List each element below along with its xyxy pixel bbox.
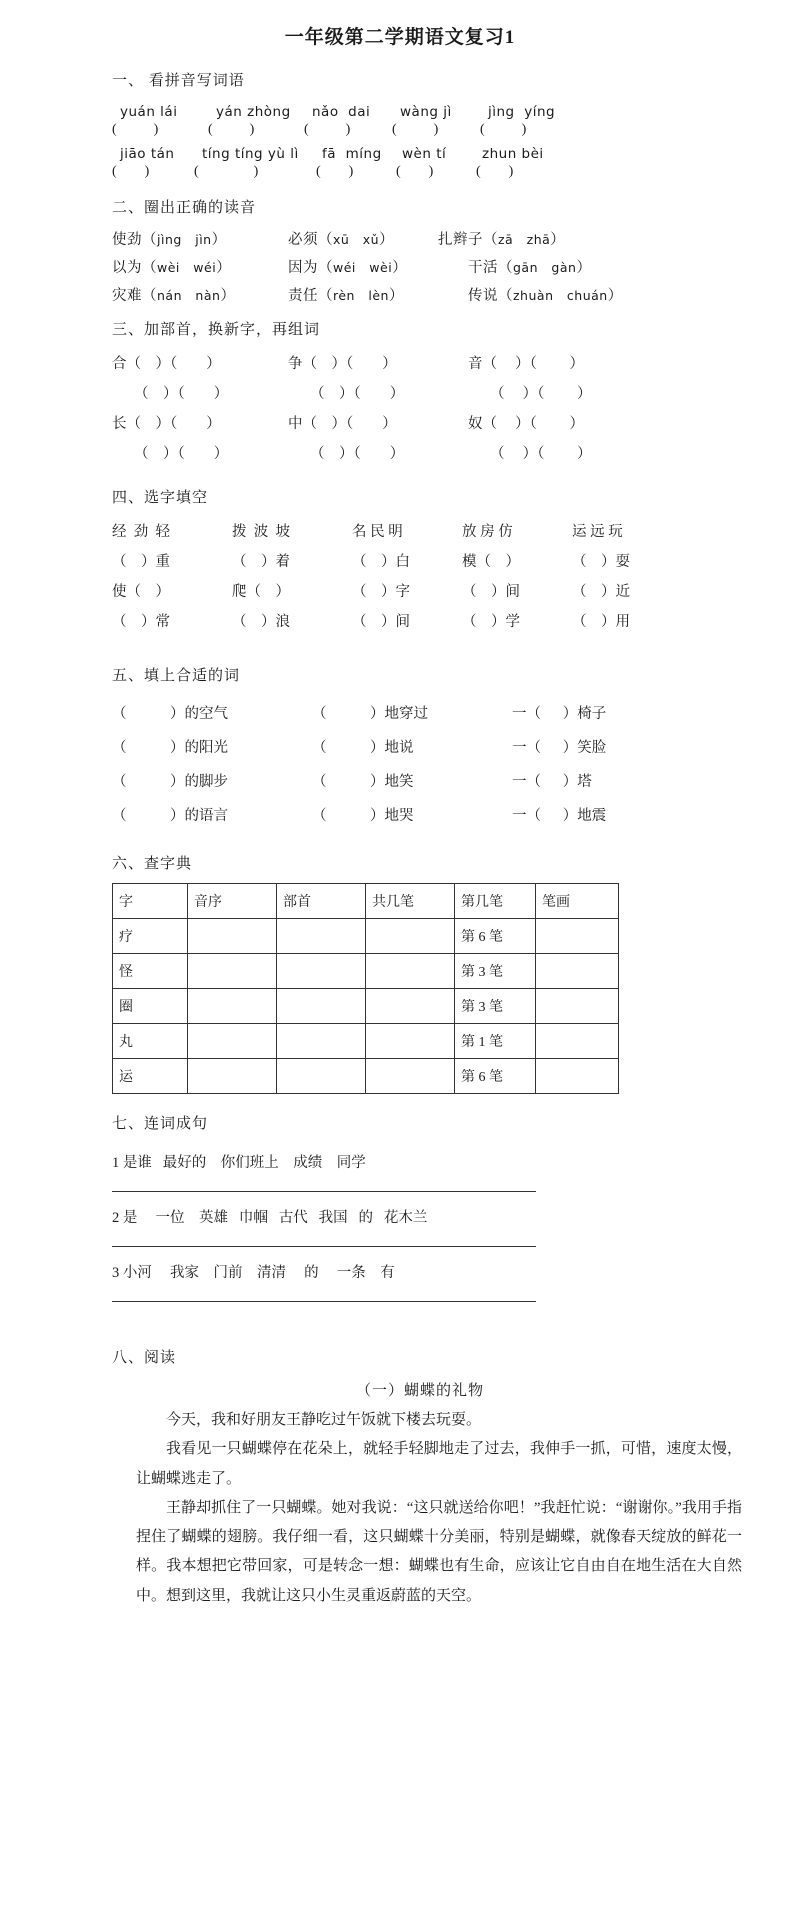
- choice-blank[interactable]: （ ）间: [352, 614, 410, 630]
- cell-character: 怪: [113, 954, 188, 989]
- pinyin-choices[interactable]: wèi wéi: [157, 260, 217, 275]
- exercise-cell[interactable]: （ ）（ ）: [134, 446, 229, 462]
- reading-passage-title: （一）蝴蝶的礼物: [355, 1383, 484, 1399]
- close-paren: ）: [211, 232, 227, 248]
- pinyin-choices[interactable]: wéi wèi: [333, 260, 393, 275]
- paragraph: 王静却抓住了一只蝴蝶。她对我说：“这只就送给你吧！”我赶忙说：“谢谢你。”我用手指捏住了蝴蝶的翅膀。我仔细一看，这只蝴蝶十分美丽，特别是蝴蝶，就像春天绽放的鲜花一样。我本想把它带回家，可是转念一想：蝴蝶也有生命，应该让它自由自在地生活在大自然中。想到这里，我就让这只小生灵重返蔚蓝的天空。: [136, 1499, 742, 1604]
- close-paren: ）: [220, 288, 236, 304]
- fill-blank[interactable]: （ ）的语言: [112, 808, 228, 824]
- pinyin-choices[interactable]: jìng jìn: [157, 232, 212, 247]
- exercise-cell[interactable]: 奴（ ）（ ）: [468, 416, 584, 432]
- answer-bracket[interactable]: ( ): [396, 164, 435, 179]
- pinyin-cell: wàng jì: [400, 104, 452, 120]
- pronunciation-item[interactable]: [288, 228, 438, 249]
- section-heading-3: 三、加部首，换新字，再组词: [112, 322, 321, 338]
- choice-blank[interactable]: （ ）字: [352, 584, 410, 600]
- column-header-stroke: 笔画: [536, 884, 619, 919]
- table-row[interactable]: [113, 919, 619, 954]
- sentence-words: 1 是谁 最好的 你们班上 成绩 同学: [112, 1155, 366, 1171]
- choice-blank[interactable]: （ ）用: [572, 614, 630, 630]
- cell-radical[interactable]: [277, 989, 366, 1024]
- close-paren: ）: [576, 260, 592, 276]
- pronunciation-row[interactable]: [0, 284, 800, 305]
- fill-blank[interactable]: （ ）的空气: [112, 706, 228, 722]
- choice-group: 放 房 仿: [462, 524, 513, 540]
- cell-which-stroke: 第 6 笔: [455, 1059, 536, 1094]
- pinyin-cell: nǎo dai: [312, 104, 371, 120]
- answer-bracket-row[interactable]: [0, 122, 800, 138]
- answer-line[interactable]: [112, 1245, 536, 1247]
- cell-radical[interactable]: [277, 1024, 366, 1059]
- pinyin-cell: jiāo tán: [120, 146, 175, 162]
- choice-blank[interactable]: （ ）浪: [232, 614, 290, 630]
- pronunciation-item[interactable]: [288, 256, 468, 277]
- pinyin-choices[interactable]: xū xǔ: [333, 232, 380, 247]
- cell-which-stroke: 第 1 笔: [455, 1024, 536, 1059]
- section-heading-5: 五、填上合适的词: [112, 668, 241, 684]
- fill-row[interactable]: [112, 736, 800, 757]
- column-header-phonetic-order: 音序: [188, 884, 277, 919]
- pinyin-cell: zhun bèi: [482, 146, 544, 162]
- section-heading-1: 一、 看拼音写词语: [112, 73, 245, 89]
- answer-bracket[interactable]: ( ): [476, 164, 515, 179]
- fill-blank[interactable]: （ ）地说: [312, 740, 414, 756]
- close-paren: ）: [379, 232, 395, 248]
- fill-blank[interactable]: （ ）的脚步: [112, 774, 228, 790]
- table-header-row: [113, 884, 619, 919]
- close-paren: ）: [550, 232, 566, 248]
- answer-bracket[interactable]: ( ): [194, 164, 260, 179]
- close-paren: ）: [216, 260, 232, 276]
- exercise-cell[interactable]: （ ）（ ）: [490, 386, 592, 402]
- paragraph: 我看见一只蝴蝶停在花朵上，就轻手轻脚地走了过去，我伸手一抓，可惜，速度太慢，让蝴蝶逃走了。: [136, 1441, 742, 1487]
- reading-passage: [0, 1406, 800, 1611]
- choice-row[interactable]: [112, 580, 800, 601]
- cell-phonetic-order[interactable]: [188, 1024, 277, 1059]
- exercise-cell[interactable]: （ ）（ ）: [134, 386, 229, 402]
- choice-group: 经 劲 轻: [112, 524, 170, 540]
- word-label: 以为（: [112, 260, 157, 276]
- cell-stroke[interactable]: [536, 1024, 619, 1059]
- exercise-cell[interactable]: 合（ ）（ ）: [112, 356, 221, 372]
- fill-blank[interactable]: （ ）地哭: [312, 808, 414, 824]
- cell-stroke-count[interactable]: [366, 919, 455, 954]
- pinyin-choices[interactable]: zhuàn chuán: [513, 288, 608, 303]
- column-header-character: 字: [113, 884, 188, 919]
- choice-group: 运 远 玩: [572, 524, 623, 540]
- word-fill-exercise: [0, 702, 800, 825]
- word-label: 必须（: [288, 232, 333, 248]
- pronunciation-item[interactable]: [438, 228, 618, 249]
- choice-blank[interactable]: （ ）常: [112, 614, 170, 630]
- answer-bracket[interactable]: ( ): [208, 122, 256, 137]
- answer-bracket[interactable]: ( ): [392, 122, 440, 137]
- exercise-cell[interactable]: （ ）（ ）: [490, 446, 592, 462]
- cell-stroke-count[interactable]: [366, 1059, 455, 1094]
- exercise-cell[interactable]: （ ）（ ）: [310, 446, 405, 462]
- word-label: 使劲（: [112, 232, 157, 248]
- word-label: 责任（: [288, 288, 333, 304]
- sentence-ordering-exercise: [0, 1151, 800, 1302]
- exercise-row[interactable]: [112, 382, 800, 403]
- fill-blank[interactable]: 一（ ）塔: [512, 774, 592, 790]
- fill-blank[interactable]: （ ）地穿过: [312, 706, 428, 722]
- pinyin-cell: jìng yíng: [488, 104, 556, 120]
- table-row[interactable]: [113, 1024, 619, 1059]
- close-paren: ）: [392, 260, 408, 276]
- table-row[interactable]: [113, 954, 619, 989]
- choice-blank[interactable]: （ ）重: [112, 554, 170, 570]
- fill-blank[interactable]: 一（ ）笑脸: [512, 740, 607, 756]
- section-heading-4: 四、选字填空: [112, 490, 209, 506]
- word-label: 传说（: [468, 288, 513, 304]
- fill-blank[interactable]: （ ）地笑: [312, 774, 414, 790]
- exercise-cell[interactable]: （ ）（ ）: [310, 386, 405, 402]
- pinyin-row: [0, 104, 800, 120]
- fill-blank[interactable]: （ ）的阳光: [112, 740, 228, 756]
- table-row[interactable]: [113, 989, 619, 1024]
- cell-stroke-count[interactable]: [366, 954, 455, 989]
- pronunciation-item[interactable]: [468, 256, 648, 277]
- answer-line[interactable]: [112, 1300, 536, 1302]
- pinyin-cell: fā míng: [322, 146, 382, 162]
- pinyin-choices[interactable]: rèn lèn: [333, 288, 389, 303]
- cell-radical[interactable]: [277, 919, 366, 954]
- cell-which-stroke: 第 3 笔: [455, 954, 536, 989]
- cell-phonetic-order[interactable]: [188, 989, 277, 1024]
- answer-line[interactable]: [112, 1190, 536, 1192]
- column-header-radical: 部首: [277, 884, 366, 919]
- cell-phonetic-order[interactable]: [188, 1059, 277, 1094]
- cell-phonetic-order[interactable]: [188, 954, 277, 989]
- cell-character: 丸: [113, 1024, 188, 1059]
- word-label: 干活（: [468, 260, 513, 276]
- page-title: 一年级第二学期语文复习1: [284, 27, 516, 48]
- choice-header-row: [112, 520, 800, 541]
- pinyin-cell: wèn tí: [402, 146, 447, 162]
- cell-stroke[interactable]: [536, 919, 619, 954]
- pronunciation-item[interactable]: [288, 284, 468, 305]
- pinyin-cell: yuán lái: [120, 104, 178, 120]
- choice-row[interactable]: [112, 550, 800, 571]
- pronunciation-item[interactable]: [112, 228, 288, 249]
- answer-bracket-row[interactable]: [0, 164, 800, 180]
- column-header-stroke-count: 共几笔: [366, 884, 455, 919]
- pronunciation-exercise: [0, 228, 800, 305]
- choice-blank[interactable]: （ ）白: [352, 554, 410, 570]
- choice-group: 拨 波 坡: [232, 524, 290, 540]
- radical-exercise: [0, 352, 800, 463]
- fill-row[interactable]: [112, 804, 800, 825]
- pronunciation-row[interactable]: [0, 228, 800, 249]
- cell-stroke-count[interactable]: [366, 1024, 455, 1059]
- exercise-cell[interactable]: 音（ ）（ ）: [468, 356, 584, 372]
- exercise-cell[interactable]: 中（ ）（ ）: [288, 416, 397, 432]
- exercise-row[interactable]: [112, 352, 800, 373]
- choice-blank[interactable]: （ ）间: [462, 584, 520, 600]
- choice-row[interactable]: [112, 610, 800, 631]
- pronunciation-item[interactable]: [112, 256, 288, 277]
- choice-blank[interactable]: （ ）着: [232, 554, 290, 570]
- choice-blank[interactable]: （ ）近: [572, 584, 630, 600]
- word-label: 扎辫子（: [438, 232, 498, 248]
- pronunciation-item[interactable]: [468, 284, 668, 305]
- pinyin-row: [0, 146, 800, 162]
- cell-phonetic-order[interactable]: [188, 919, 277, 954]
- choice-group: 名 民 明: [352, 524, 403, 540]
- paragraph: 今天，我和好朋友王静吃过午饭就下楼去玩耍。: [166, 1412, 482, 1428]
- cell-character: 运: [113, 1059, 188, 1094]
- sentence-words: 3 小河 我家 门前 清清 的 一条 有: [112, 1265, 395, 1281]
- fill-row[interactable]: [112, 770, 800, 791]
- word-label: 灾难（: [112, 288, 157, 304]
- pinyin-choices[interactable]: gān gàn: [513, 260, 577, 275]
- pinyin-cell: yán zhòng: [216, 104, 291, 120]
- cell-character: 圈: [113, 989, 188, 1024]
- pinyin-choices[interactable]: zā zhā: [498, 232, 551, 247]
- answer-bracket[interactable]: ( ): [316, 164, 355, 179]
- cell-stroke[interactable]: [536, 1059, 619, 1094]
- sentence-words: 2 是 一位 英雄 巾帼 古代 我国 的 花木兰: [112, 1210, 428, 1226]
- pinyin-exercise: [0, 94, 800, 190]
- pronunciation-row[interactable]: [0, 256, 800, 277]
- cell-radical[interactable]: [277, 1059, 366, 1094]
- fill-row[interactable]: [112, 702, 800, 723]
- choice-blank[interactable]: 模（ ）: [462, 554, 520, 570]
- close-paren: ）: [607, 288, 623, 304]
- exercise-cell[interactable]: 长（ ）（ ）: [112, 416, 221, 432]
- answer-bracket[interactable]: ( ): [304, 122, 352, 137]
- cell-which-stroke: 第 6 笔: [455, 919, 536, 954]
- cell-stroke[interactable]: [536, 954, 619, 989]
- answer-bracket[interactable]: ( ): [480, 122, 528, 137]
- choice-blank[interactable]: （ ）学: [462, 614, 520, 630]
- cell-which-stroke: 第 3 笔: [455, 989, 536, 1024]
- answer-bracket[interactable]: ( ): [112, 164, 151, 179]
- table-row[interactable]: [113, 1059, 619, 1094]
- cell-character: 疗: [113, 919, 188, 954]
- exercise-cell[interactable]: 争（ ）（ ）: [288, 356, 397, 372]
- exercise-row[interactable]: [112, 442, 800, 463]
- cell-stroke[interactable]: [536, 989, 619, 1024]
- choice-blank[interactable]: 使（ ）: [112, 584, 170, 600]
- section-heading-7: 七、连词成句: [112, 1116, 209, 1132]
- column-header-which-stroke: 第几笔: [455, 884, 536, 919]
- choice-blank[interactable]: （ ）耍: [572, 554, 630, 570]
- exercise-row[interactable]: [112, 412, 800, 433]
- pinyin-choices[interactable]: nán nàn: [157, 288, 221, 303]
- cell-radical[interactable]: [277, 954, 366, 989]
- fill-blank[interactable]: 一（ ）地震: [512, 808, 607, 824]
- cell-stroke-count[interactable]: [366, 989, 455, 1024]
- close-paren: ）: [388, 288, 404, 304]
- pinyin-cell: tíng tíng yù lì: [202, 146, 299, 162]
- dictionary-table: [112, 883, 619, 1094]
- section-heading-2: 二、圈出正确的读音: [112, 200, 257, 216]
- section-heading-8: 八、阅读: [112, 1350, 177, 1366]
- section-heading-6: 六、查字典: [112, 856, 193, 872]
- choice-blank[interactable]: 爬（ ）: [232, 584, 290, 600]
- word-label: 因为（: [288, 260, 333, 276]
- pronunciation-item[interactable]: [112, 284, 288, 305]
- answer-bracket[interactable]: ( ): [112, 122, 160, 137]
- fill-blank[interactable]: 一（ ）椅子: [512, 706, 607, 722]
- character-choice-exercise: [0, 520, 800, 631]
